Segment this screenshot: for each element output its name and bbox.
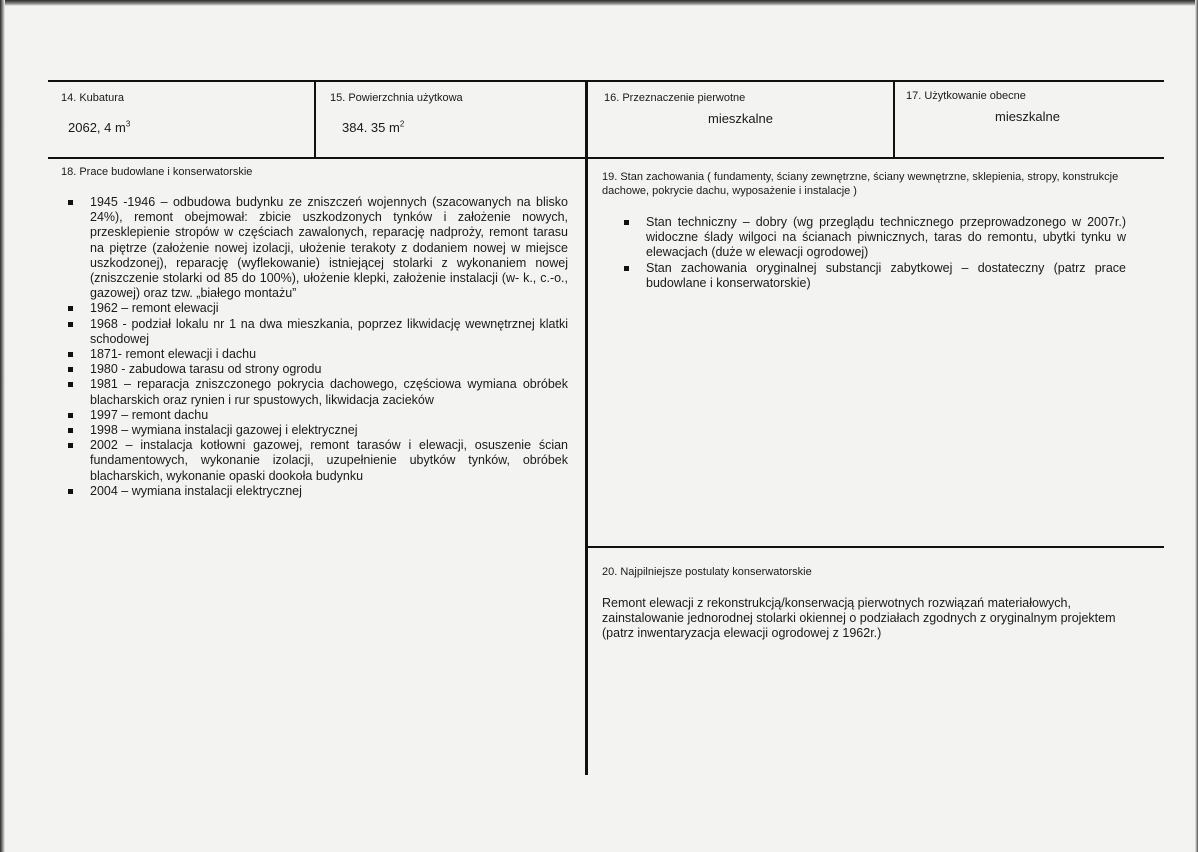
powierzchnia-exponent: 2 xyxy=(399,119,405,129)
list-item: 2004 – wymiana instalacji elektrycznej xyxy=(64,484,568,499)
prace-label: 18. Prace budowlane i konserwatorskie xyxy=(61,166,253,178)
przeznaczenie-value: mieszkalne xyxy=(707,111,774,126)
scan-edge-top xyxy=(0,0,1198,6)
przeznaczenie-label: 16. Przeznaczenie pierwotne xyxy=(604,92,746,104)
divider-14-15 xyxy=(314,82,316,158)
kubatura-value xyxy=(68,120,130,135)
stan-label: 19. Stan zachowania ( fundamenty, ściany zewnętrzne, ściany wewnętrzne, sklepienia, stropy, konstrukcje dachowe, pokrycie dachu, wyposażenie i instalacje ) xyxy=(602,171,1119,197)
powierzchnia-number: 384. 35 m xyxy=(342,120,400,135)
scan-edge-left xyxy=(0,0,5,852)
list-item: 1997 – remont dachu xyxy=(64,408,568,423)
list-item: 1968 - podział lokalu nr 1 na dwa mieszkania, poprzez likwidację wewnętrznej klatki schodowej xyxy=(64,317,568,347)
list-item: 1981 – reparacja zniszczonego pokrycia dachowego, częściowa wymiana obróbek blacharskich oraz rynien i rur spustowych, likwidacja zacieków xyxy=(64,377,568,407)
main-column-divider xyxy=(585,82,588,775)
kubatura-number: 2062, 4 m xyxy=(68,120,126,135)
postulaty-top-rule xyxy=(588,546,1164,548)
kubatura-exponent: 3 xyxy=(125,119,131,129)
list-item: 1871- remont elewacji i dachu xyxy=(64,347,568,362)
table-top-rule xyxy=(48,80,1164,82)
list-item: Stan zachowania oryginalnej substancji zabytkowej – dostateczny (patrz prace budowlane i konserwatorskie) xyxy=(620,261,1126,291)
list-item: 1945 -1946 – odbudowa budynku ze zniszczeń wojennych (szacowanych na blisko 24%), remont obejmował: zbicie uszkodzonych tynków i założenie nowych, przesklepienie stropów w częściach zawalonych, reparację nadproży, remont tarasu na piętrze (założenie nowej izolacji, ułożenie terakoty z dodaniem nowej w miejsce uszkodzonej), reparację (wyflekowanie) istniejącej stolarki z wykonaniem nowej (zniszczenie stolarki od 85 do 100%), ułożenie klepki, założenie instalacji (w- k., c.-o., gazowej) oraz tzw. „białego montażu” xyxy=(64,195,568,301)
kubatura-label: 14. Kubatura xyxy=(61,92,124,104)
stan-list xyxy=(620,215,1126,291)
uzytkowanie-value: mieszkalne xyxy=(994,109,1061,124)
postulaty-text: Remont elewacji z rekonstrukcją/konserwacją pierwotnych rozwiązań materiałowych, zainstalowanie jednorodnej stolarki okiennej o podziałach zgodnych z oryginalnym projektem (patrz inwentaryzacja elewacji ogrodowej z 1962r.) xyxy=(602,596,1116,641)
powierzchnia-label: 15. Powierzchnia użytkowa xyxy=(330,92,463,104)
postulaty-label: 20. Najpilniejsze postulaty konserwatorskie xyxy=(602,566,812,578)
powierzchnia-value xyxy=(342,120,404,135)
list-item: Stan techniczny – dobry (wg przeglądu technicznego przeprowadzonego w 2007r.) widoczne ślady wilgoci na ścianach piwnicznych, taras do remontu, ubytki tynku w elewacjach (duże w elewacji ogrodowej) xyxy=(620,215,1126,261)
list-item: 1980 - zabudowa tarasu od strony ogrodu xyxy=(64,362,568,377)
list-item: 1998 – wymiana instalacji gazowej i elektrycznej xyxy=(64,423,568,438)
prace-list xyxy=(64,195,568,499)
row1-bottom-rule xyxy=(48,157,1164,159)
list-item: 1962 – remont elewacji xyxy=(64,301,568,316)
uzytkowanie-label: 17. Użytkowanie obecne xyxy=(906,90,1026,102)
list-item: 2002 – instalacja kotłowni gazowej, remont tarasów i elewacji, osuszenie ścian fundamentowych, wykonanie izolacji, uzupełnienie ubytków tynków, obróbek blacharskich, wykonanie opaski dookoła budynku xyxy=(64,438,568,484)
